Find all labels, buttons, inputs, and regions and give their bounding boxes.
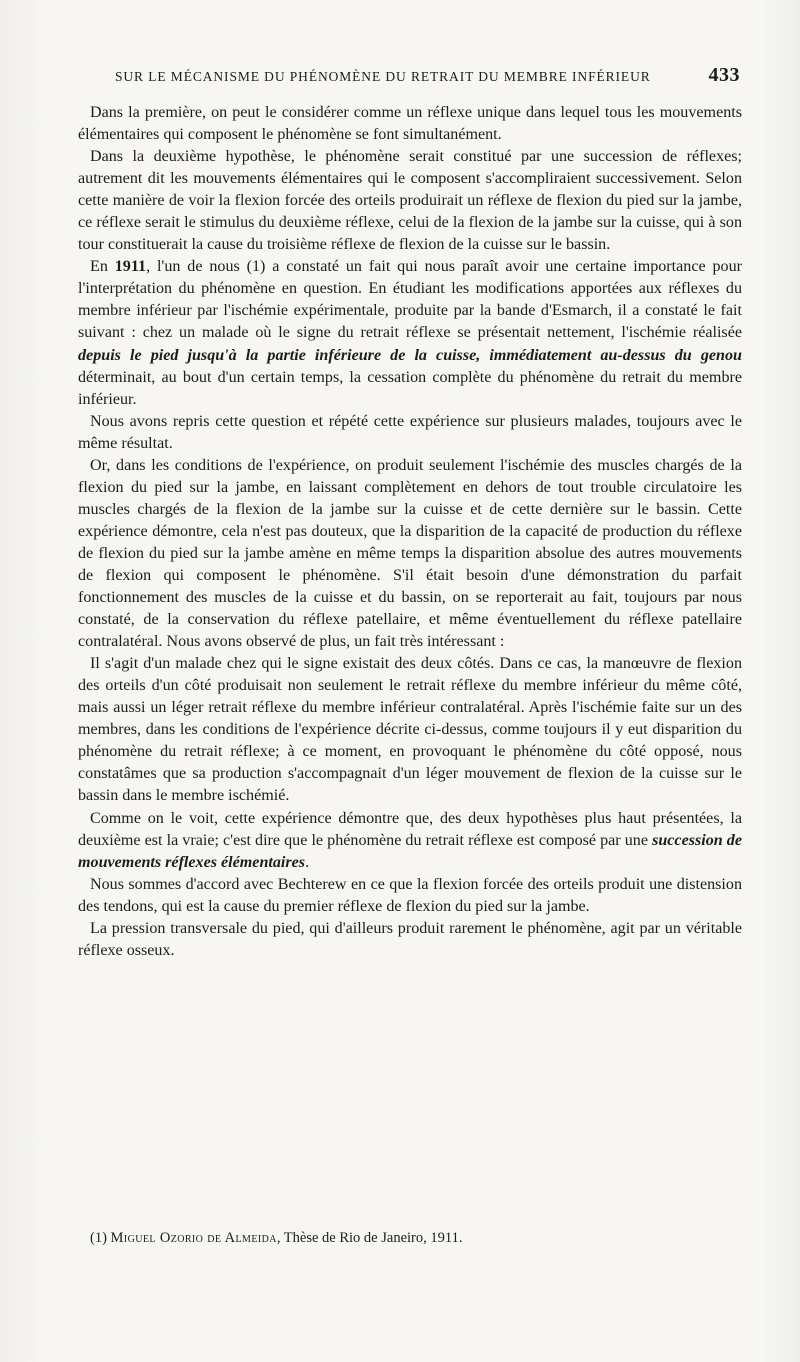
paragraph bbox=[78, 102, 742, 146]
paragraph-text: , l'un de nous (1) a constaté un fait qui nous paraît avoir une certaine importance pour l'interprétation du phénomène en question. En étudiant les modifications apportées aux réflexes du membre inférieur par l'ischémie expérimentale, produite par la bande d'Esmarch, il a constaté le fait suivant : chez un malade où le signe du retrait réflexe se présentait nettement, l'ischémie réalisée bbox=[78, 258, 742, 342]
paragraph-text: succession de mouvements réflexes élémentaires bbox=[78, 831, 742, 871]
paragraph-text: Nous sommes d'accord avec Bechterew en ce que la flexion forcée des orteils produit une distension des tendons, qui est la cause du premier réflexe de flexion du pied sur la jambe. bbox=[78, 875, 742, 915]
paragraph-text: déterminait, au bout d'un certain temps, la cessation complète du phénomène du retrait du membre inférieur. bbox=[78, 368, 742, 408]
paragraph-text: depuis le pied jusqu'à la partie inférieure de la cuisse, immédiatement au-dessus du genou bbox=[78, 346, 742, 364]
footnote-author: Miguel Ozorio de Almeida bbox=[110, 1230, 277, 1246]
paragraph bbox=[78, 256, 742, 410]
paragraph-text: Nous avons repris cette question et répété cette expérience sur plusieurs malades, toujours avec le même résultat. bbox=[78, 412, 742, 452]
running-title: SUR LE MÉCANISME DU PHÉNOMÈNE DU RETRAIT DU MEMBRE INFÉRIEUR bbox=[115, 69, 651, 84]
footnote-marker: (1) bbox=[90, 1230, 107, 1246]
paragraph-text: Comme on le voit, cette expérience démontre que, des deux hypothèses plus haut présentées, la deuxième est la vraie; c'est dire que le phénomène du retrait réflexe est composé par une bbox=[78, 809, 742, 849]
footnote-text: , Thèse de Rio de Janeiro, 1911. bbox=[276, 1230, 463, 1246]
paragraph bbox=[78, 455, 742, 653]
paragraph bbox=[78, 146, 742, 256]
paragraph bbox=[78, 653, 742, 807]
page-number: 433 bbox=[708, 64, 740, 86]
body-text bbox=[78, 102, 742, 962]
paragraph-text: La pression transversale du pied, qui d'ailleurs produit rarement le phénomène, agit par un véritable réflexe osseux. bbox=[78, 919, 742, 959]
paragraph-text: Dans la deuxième hypothèse, le phénomène serait constitué par une succession de réflexes; autrement dit les mouvements élémentaires qui le composent s'accompliraient successivement. Selon cette manière de voir la flexion forcée des orteils produirait un réflexe de flexion du pied sur la jambe, ce réflexe serait le stimulus du deuxième réflexe, celui de la flexion de la jambe sur la cuisse, qui à son tour constituerait la cause du troisième réflexe de flexion de la cuisse sur le bassin. bbox=[78, 148, 742, 254]
paragraph-text: En bbox=[90, 258, 115, 276]
paragraph-text: Or, dans les conditions de l'expérience, on produit seulement l'ischémie des muscles chargés de la flexion du pied sur la jambe, en laissant complètement en dehors de tout trouble circulatoire les muscles chargés de la flexion de la jambe sur la cuisse et de cette dernière sur le bassin. Cette expérience démontre, cela n'est pas douteux, que la disparition de la capacité de production du réflexe de flexion du pied sur la jambe amène en même temps la disparition absolue des autres mouvements de flexion qui composent le phénomène. S'il était besoin d'une démonstration du parfait fonctionnement des muscles de la cuisse et du bassin, on se reporterait au fait, toujours par nous constaté, de la conservation du réflexe patellaire, et même éventuellement du réflexe patellaire contralatéral. Nous avons observé de plus, un fait très intéressant : bbox=[78, 456, 742, 651]
paragraph-text: . bbox=[305, 853, 310, 871]
footnote bbox=[90, 1228, 740, 1248]
paragraph bbox=[78, 918, 742, 962]
paragraph bbox=[78, 808, 742, 874]
paragraph bbox=[78, 874, 742, 918]
paragraph-text: Il s'agit d'un malade chez qui le signe existait des deux côtés. Dans ce cas, la manœuvre de flexion des orteils d'un côté produisait non seulement le retrait réflexe du membre inférieur du même côté, mais aussi un léger retrait réflexe du membre inférieur contralatéral. Après l'ischémie faite sur un des membres, dans les conditions de l'expérience décrite ci-dessus, comme toujours il y eut disparition du phénomène du retrait réflexe; à ce moment, en provoquant le phénomène du côté opposé, nous constatâmes que sa production s'accompagnait d'un léger mouvement de flexion de la cuisse sur le bassin dans le membre ischémié. bbox=[78, 655, 742, 805]
paragraph-text: Dans la première, on peut le considérer comme un réflexe unique dans lequel tous les mouvements élémentaires qui composent le phénomène se font simultanément. bbox=[78, 104, 742, 144]
paragraph-text: 1911 bbox=[114, 258, 147, 276]
paragraph bbox=[78, 411, 742, 455]
running-head bbox=[115, 64, 740, 94]
